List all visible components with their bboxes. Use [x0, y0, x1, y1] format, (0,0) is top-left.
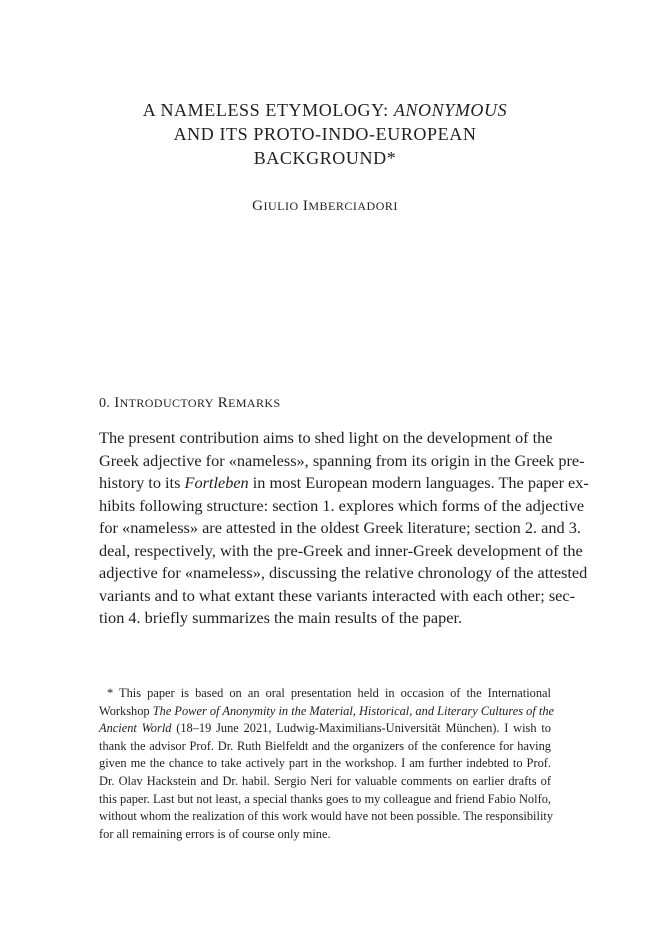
- body-line: variants and to what extant these variants interacted with each other; sec-: [99, 585, 576, 605]
- title-line-1: A NAMELESS ETYMOLOGY: ANONYMOUS: [142, 100, 508, 120]
- paper-title: [100, 98, 550, 170]
- body-paragraph: [99, 427, 589, 630]
- body-line: for «nameless» are attested in the oldest Greek literature; section 2. and 3.: [99, 518, 581, 537]
- footnote-line: Dr. Olav Hackstein and Dr. habil. Sergio Neri for valuable comments on earlier drafts of: [99, 773, 551, 788]
- footnote-line: thank the advisor Prof. Dr. Ruth Bielfeldt and the organizers of the conference for having: [99, 738, 551, 753]
- footnote-line: this paper. Last but not least, a special thanks goes to my colleague and friend Fabio Nolfo,: [99, 791, 551, 806]
- body-line: history to its Fortleben in most European modern languages. The paper ex-: [99, 473, 589, 492]
- section-heading: 0. INTRODUCTORY REMARKS: [99, 395, 281, 411]
- body-line: The present contribution aims to shed light on the development of the: [99, 428, 553, 447]
- body-line: deal, respectively, with the pre-Greek and inner-Greek development of the: [99, 540, 583, 560]
- author-name: GIULIO IMBERCIADORI: [252, 198, 398, 214]
- footnote-line: Ancient World (18–19 June 2021, Ludwig-Maximilians-Universität München). I wish to: [99, 721, 551, 736]
- body-line: hibits following structure: section 1. explores which forms of the adjective: [99, 495, 585, 515]
- body-line: tion 4. briefly summarizes the main results of the paper.: [99, 608, 463, 627]
- title-line-3: BACKGROUND*: [253, 148, 397, 168]
- footnote-line: given me the chance to take actively part in the workshop. I am further indebted to Prof.: [99, 756, 551, 771]
- title-line-2: AND ITS PROTO-INDO-EUROPEAN: [173, 124, 477, 144]
- body-line: Greek adjective for «nameless», spanning from its origin in the Greek pre-: [99, 450, 585, 470]
- footnote-line: without whom the realization of this work would have not been possible. The responsibility: [99, 809, 554, 824]
- footnote: [99, 685, 555, 843]
- body-line: adjective for «nameless», discussing the relative chronology of the attested: [99, 563, 588, 582]
- footnote-line: Workshop The Power of Anonymity in the Material, Historical, and Literary Cultures of the: [99, 703, 555, 718]
- footnote-line: for all remaining errors is of course only mine.: [99, 826, 331, 841]
- footnote-line: * This paper is based on an oral presentation held in occasion of the International: [107, 686, 551, 700]
